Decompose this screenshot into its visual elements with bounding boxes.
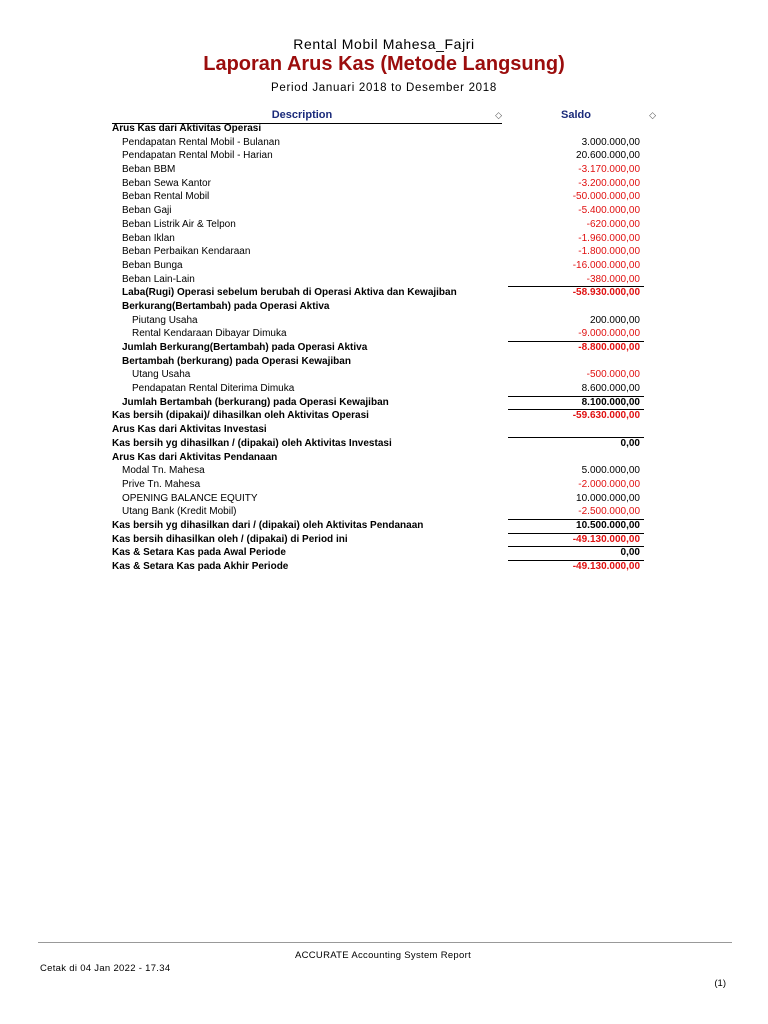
row-amount: -5.400.000,00	[578, 205, 640, 217]
sort-diamond-icon[interactable]: ◇	[649, 110, 656, 120]
row-description: Berkurang(Bertambah) pada Operasi Aktiva	[122, 300, 330, 312]
row-description: Beban Iklan	[122, 232, 175, 244]
row-amount: -58.930.000,00	[572, 287, 640, 299]
row-description: OPENING BALANCE EQUITY	[122, 492, 258, 504]
row-amount: 200.000,00	[589, 314, 640, 326]
row-description: Piutang Usaha	[132, 314, 198, 326]
report-row	[0, 314, 768, 328]
row-amount: -3.170.000,00	[578, 164, 640, 176]
row-description: Beban Sewa Kantor	[122, 177, 211, 189]
report-row	[0, 286, 768, 300]
row-amount: -500.000,00	[586, 369, 640, 381]
row-amount: 10.500.000,00	[576, 519, 640, 531]
row-description: Arus Kas dari Aktivitas Investasi	[112, 424, 267, 436]
row-amount: 3.000.000,00	[581, 136, 640, 148]
report-row	[0, 437, 768, 451]
row-description: Beban Rental Mobil	[122, 191, 210, 203]
row-amount: -2.500.000,00	[578, 506, 640, 518]
row-amount: 5.000.000,00	[581, 465, 640, 477]
report-row	[0, 505, 768, 519]
report-row	[0, 163, 768, 177]
report-row	[0, 300, 768, 314]
row-description: Pendapatan Rental Diterima Dimuka	[132, 383, 295, 395]
row-description: Utang Usaha	[132, 369, 191, 381]
report-row	[0, 341, 768, 355]
report-row	[0, 451, 768, 465]
row-description: Arus Kas dari Aktivitas Pendanaan	[112, 451, 278, 463]
footer-print-date: Cetak di 04 Jan 2022 - 17.34	[40, 963, 171, 974]
report-row	[0, 149, 768, 163]
report-row	[0, 423, 768, 437]
row-amount: 20.600.000,00	[576, 150, 640, 162]
row-description: Kas bersih yg dihasilkan / (dipakai) oleh Aktivitas Investasi	[112, 437, 392, 449]
report-row	[0, 492, 768, 506]
report-row	[0, 190, 768, 204]
report-row	[0, 177, 768, 191]
column-label-saldo: Saldo	[561, 109, 591, 121]
row-description: Jumlah Bertambah (berkurang) pada Operasi Kewajiban	[122, 396, 389, 408]
report-title: Laporan Arus Kas (Metode Langsung)	[203, 53, 565, 75]
report-period: Period Januari 2018 to Desember 2018	[271, 82, 497, 94]
row-description: Beban Perbaikan Kendaraan	[122, 246, 251, 258]
report-row	[0, 355, 768, 369]
row-description: Prive Tn. Mahesa	[122, 478, 201, 490]
footer-page-number: (1)	[714, 978, 726, 989]
row-amount: -2.000.000,00	[578, 478, 640, 490]
row-description: Laba(Rugi) Operasi sebelum berubah di Operasi Aktiva dan Kewajiban	[122, 287, 457, 299]
row-amount: -9.000.000,00	[578, 328, 640, 340]
report-row	[0, 368, 768, 382]
report-row	[0, 273, 768, 287]
row-description: Beban BBM	[122, 164, 176, 176]
row-description: Beban Lain-Lain	[122, 273, 195, 285]
report-rows	[0, 122, 768, 574]
row-description: Kas bersih yg dihasilkan dari / (dipakai) oleh Aktivitas Pendanaan	[112, 519, 424, 531]
row-amount: -59.630.000,00	[572, 410, 640, 422]
row-description: Utang Bank (Kredit Mobil)	[122, 506, 237, 518]
row-description: Kas & Setara Kas pada Awal Periode	[112, 547, 286, 559]
row-description: Kas & Setara Kas pada Akhir Periode	[112, 561, 289, 572]
column-label-description: Description	[271, 109, 333, 121]
report-row	[0, 519, 768, 533]
report-row	[0, 245, 768, 259]
report-row	[0, 560, 768, 574]
row-amount: -3.200.000,00	[578, 177, 640, 189]
row-amount: -49.130.000,00	[572, 561, 640, 572]
row-description: Bertambah (berkurang) pada Operasi Kewajiban	[122, 355, 351, 367]
report-row	[0, 396, 768, 410]
column-header-saldo[interactable]	[508, 108, 656, 123]
row-description: Kas bersih (dipakai)/ dihasilkan oleh Aktivitas Operasi	[112, 410, 369, 422]
row-description: Beban Bunga	[122, 259, 183, 271]
sort-diamond-icon[interactable]: ◇	[495, 110, 502, 120]
row-amount: 8.100.000,00	[581, 396, 640, 408]
row-description: Pendapatan Rental Mobil - Harian	[122, 150, 273, 162]
report-row	[0, 382, 768, 396]
row-description: Beban Listrik Air & Telpon	[122, 218, 236, 230]
report-row	[0, 327, 768, 341]
report-row	[0, 136, 768, 150]
row-amount: 10.000.000,00	[576, 492, 640, 504]
row-description: Jumlah Berkurang(Bertambah) pada Operasi Aktiva	[122, 342, 368, 353]
row-description: Modal Tn. Mahesa	[122, 465, 205, 477]
report-row	[0, 464, 768, 478]
row-amount: -380.000,00	[586, 273, 640, 285]
report-row	[0, 204, 768, 218]
report-row	[0, 259, 768, 273]
report-row	[0, 409, 768, 423]
row-amount: -620.000,00	[586, 218, 640, 230]
row-amount: -49.130.000,00	[572, 533, 640, 545]
report-row	[0, 122, 768, 136]
row-description: Rental Kendaraan Dibayar Dimuka	[132, 328, 287, 340]
row-description: Beban Gaji	[122, 205, 172, 217]
row-amount: -16.000.000,00	[572, 259, 640, 271]
row-description: Kas bersih dihasilkan oleh / (dipakai) di Period ini	[112, 533, 348, 545]
row-amount: -8.800.000,00	[578, 342, 640, 353]
row-description: Pendapatan Rental Mobil - Bulanan	[122, 136, 280, 148]
row-amount: -1.960.000,00	[578, 232, 640, 244]
report-row	[0, 478, 768, 492]
row-amount: 0,00	[620, 547, 640, 559]
row-description: Arus Kas dari Aktivitas Operasi	[112, 123, 262, 134]
company-name: Rental Mobil Mahesa_Fajri	[293, 36, 475, 52]
footer-system-name: ACCURATE Accounting System Report	[294, 950, 472, 961]
report-row	[0, 533, 768, 547]
row-amount: -1.800.000,00	[578, 246, 640, 258]
row-amount: 0,00	[620, 437, 640, 449]
footer-divider	[38, 942, 732, 943]
row-amount: 8.600.000,00	[581, 383, 640, 395]
report-row	[0, 218, 768, 232]
row-amount: -50.000.000,00	[572, 191, 640, 203]
report-row	[0, 232, 768, 246]
report-row	[0, 546, 768, 560]
